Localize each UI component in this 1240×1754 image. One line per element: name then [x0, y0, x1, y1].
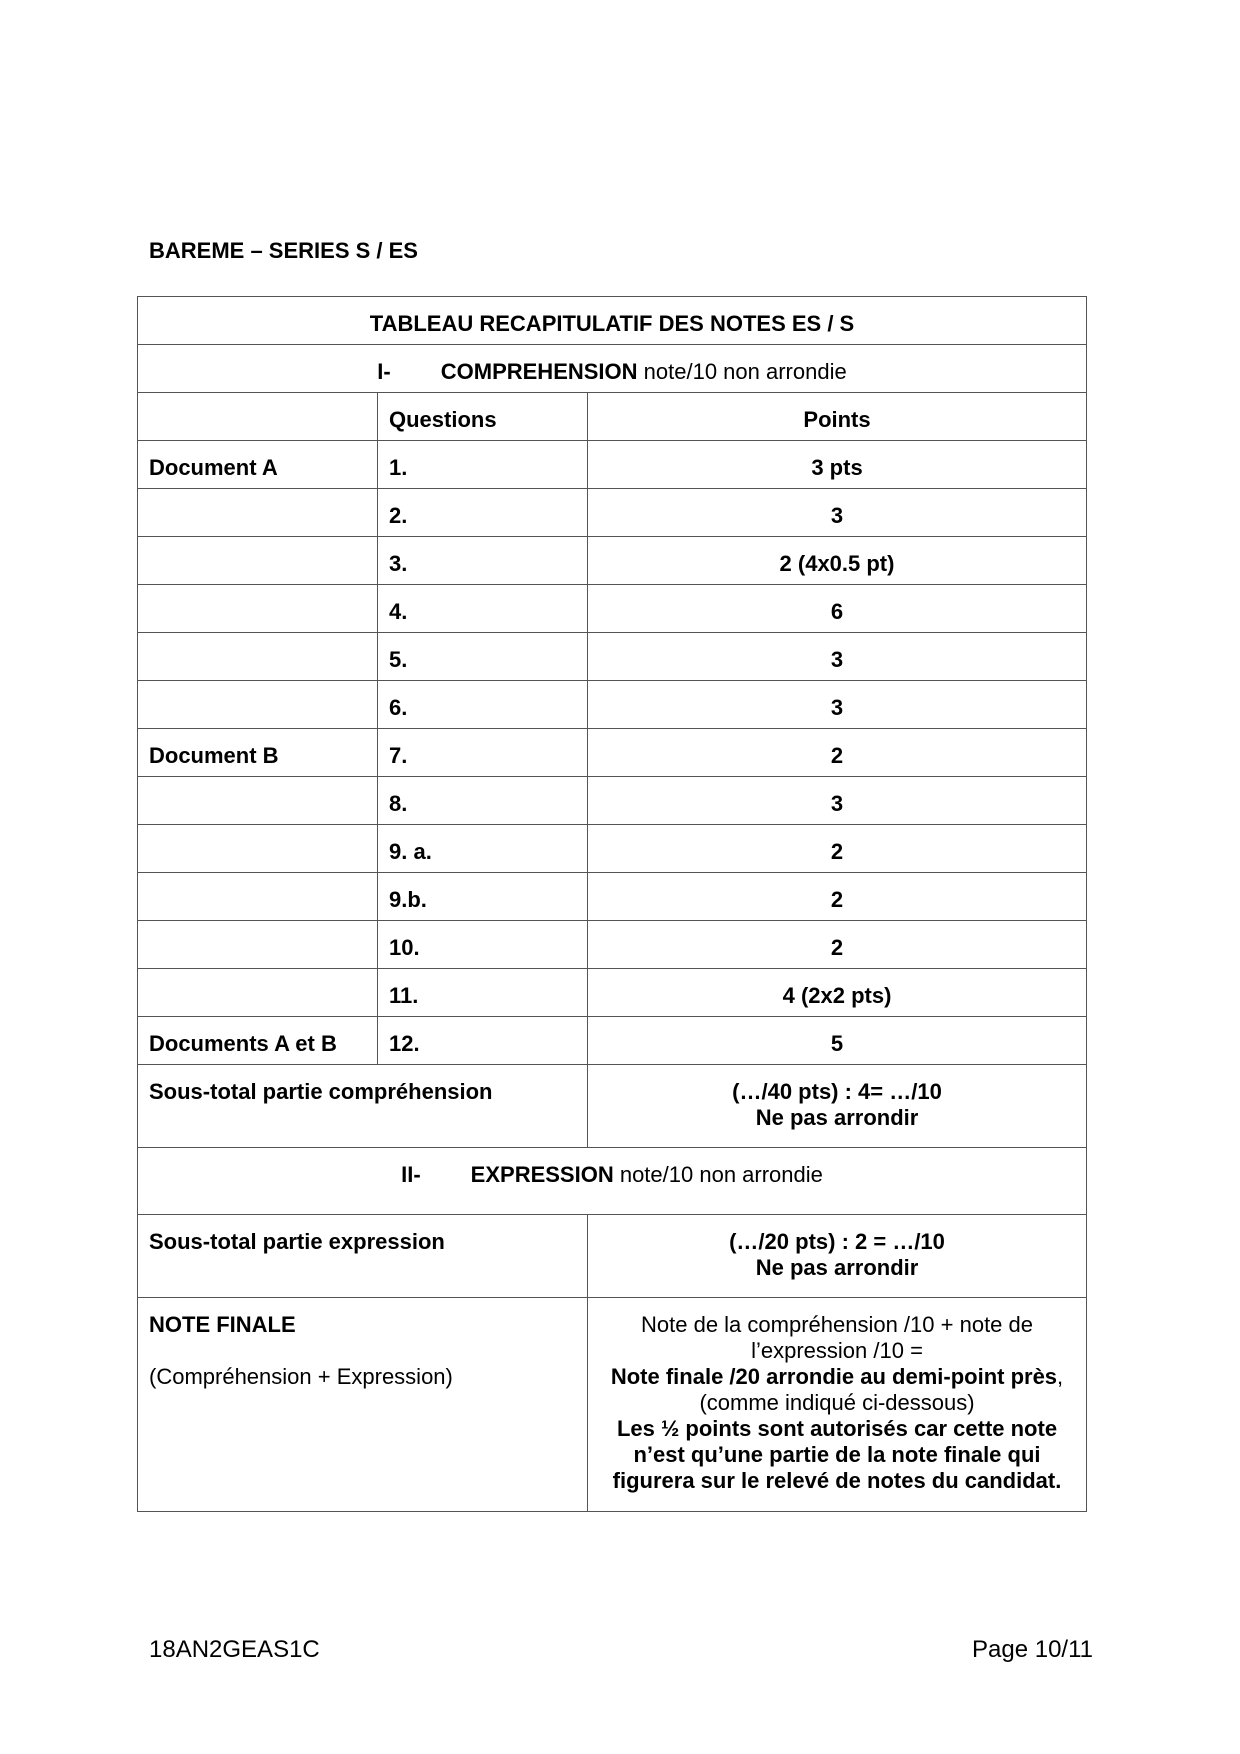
table-row: [138, 681, 1087, 729]
section-1-suffix: note/10 non arrondie: [637, 359, 847, 384]
subtotal-expression-row: [138, 1215, 1087, 1298]
final-grade-rounding-note: , (comme indiqué ci-dessous): [699, 1364, 1064, 1415]
section-1-label: COMPREHENSION: [440, 359, 638, 384]
subtotal-expression-label: Sous-total partie expression: [138, 1215, 588, 1298]
table-row: [138, 969, 1087, 1017]
table-row: [138, 585, 1087, 633]
points-cell: 3: [588, 681, 1087, 729]
final-grade-formula: Note de la compréhension /10 + note de l’expression /10 =: [641, 1312, 1033, 1363]
points-cell: 3: [588, 633, 1087, 681]
subtotal-expression-value: [588, 1215, 1087, 1298]
header-questions: Questions: [378, 393, 588, 441]
question-cell: 2.: [378, 489, 588, 537]
question-cell: 6.: [378, 681, 588, 729]
section-2-suffix: note/10 non arrondie: [613, 1162, 823, 1187]
document-cell: [138, 777, 378, 825]
points-cell: 6: [588, 585, 1087, 633]
question-cell: 10.: [378, 921, 588, 969]
section-2-label: EXPRESSION: [470, 1162, 614, 1187]
recap-table: [137, 296, 1087, 1512]
table-row: [138, 489, 1087, 537]
subtotal-expression-note: Ne pas arrondir: [755, 1255, 919, 1280]
points-cell: 3 pts: [588, 441, 1087, 489]
subtotal-comprehension-formula: (…/40 pts) : 4= …/10: [732, 1079, 942, 1104]
table-row: [138, 537, 1087, 585]
document-cell: Document A: [138, 441, 378, 489]
question-cell: 12.: [378, 1017, 588, 1065]
table-title-row: [138, 297, 1087, 345]
question-cell: 9. a.: [378, 825, 588, 873]
document-cell: [138, 825, 378, 873]
section-2-row: [138, 1148, 1087, 1215]
section-2-heading: [138, 1148, 1087, 1215]
table-row: [138, 825, 1087, 873]
question-cell: 9.b.: [378, 873, 588, 921]
document-cell: [138, 921, 378, 969]
document-cell: [138, 585, 378, 633]
final-grade-row: [138, 1298, 1087, 1512]
subtotal-comprehension-row: [138, 1065, 1087, 1148]
question-cell: 3.: [378, 537, 588, 585]
table-row: [138, 729, 1087, 777]
section-1-heading: [138, 345, 1087, 393]
header-empty-cell: [138, 393, 378, 441]
table-row: [138, 777, 1087, 825]
document-cell: [138, 681, 378, 729]
question-cell: 5.: [378, 633, 588, 681]
table-row: [138, 873, 1087, 921]
document-cell: [138, 537, 378, 585]
points-cell: 5: [588, 1017, 1087, 1065]
document-cell: [138, 489, 378, 537]
points-cell: 2 (4x0.5 pt): [588, 537, 1087, 585]
points-cell: 2: [588, 873, 1087, 921]
table-row: [138, 633, 1087, 681]
column-header-row: [138, 393, 1087, 441]
final-grade-half-points: Les ½ points sont autorisés car cette note n’est qu’une partie de la note finale qui figurera sur le relevé de notes du candidat.: [612, 1416, 1062, 1493]
table-row: [138, 441, 1087, 489]
final-grade-description: [588, 1298, 1087, 1512]
question-cell: 8.: [378, 777, 588, 825]
final-grade-label-cell: [138, 1298, 588, 1512]
document-code: 18AN2GEAS1C: [149, 1636, 320, 1663]
points-cell: 2: [588, 825, 1087, 873]
table-title: TABLEAU RECAPITULATIF DES NOTES ES / S: [138, 297, 1087, 345]
document-cell: [138, 633, 378, 681]
table-row: [138, 1017, 1087, 1065]
points-cell: 3: [588, 489, 1087, 537]
question-cell: 1.: [378, 441, 588, 489]
document-cell: [138, 873, 378, 921]
section-2-number: II-: [401, 1162, 421, 1187]
document-cell: Documents A et B: [138, 1017, 378, 1065]
points-cell: 2: [588, 729, 1087, 777]
page-heading: BAREME – SERIES S / ES: [149, 238, 418, 263]
final-grade-rounding: Note finale /20 arrondie au demi-point près: [610, 1364, 1058, 1389]
final-grade-label: NOTE FINALE: [149, 1312, 296, 1337]
page-number: Page 10/11: [972, 1636, 1093, 1663]
final-grade-sublabel: (Compréhension + Expression): [149, 1364, 453, 1389]
table-row: [138, 921, 1087, 969]
section-1-number: I-: [377, 359, 391, 384]
subtotal-comprehension-note: Ne pas arrondir: [755, 1105, 919, 1130]
subtotal-comprehension-label: Sous-total partie compréhension: [138, 1065, 588, 1148]
question-cell: 11.: [378, 969, 588, 1017]
document-cell: [138, 969, 378, 1017]
question-cell: 4.: [378, 585, 588, 633]
points-cell: 2: [588, 921, 1087, 969]
subtotal-expression-formula: (…/20 pts) : 2 = …/10: [729, 1229, 945, 1254]
points-cell: 4 (2x2 pts): [588, 969, 1087, 1017]
document-cell: Document B: [138, 729, 378, 777]
subtotal-comprehension-value: [588, 1065, 1087, 1148]
header-points: Points: [588, 393, 1087, 441]
section-1-row: [138, 345, 1087, 393]
points-cell: 3: [588, 777, 1087, 825]
question-cell: 7.: [378, 729, 588, 777]
